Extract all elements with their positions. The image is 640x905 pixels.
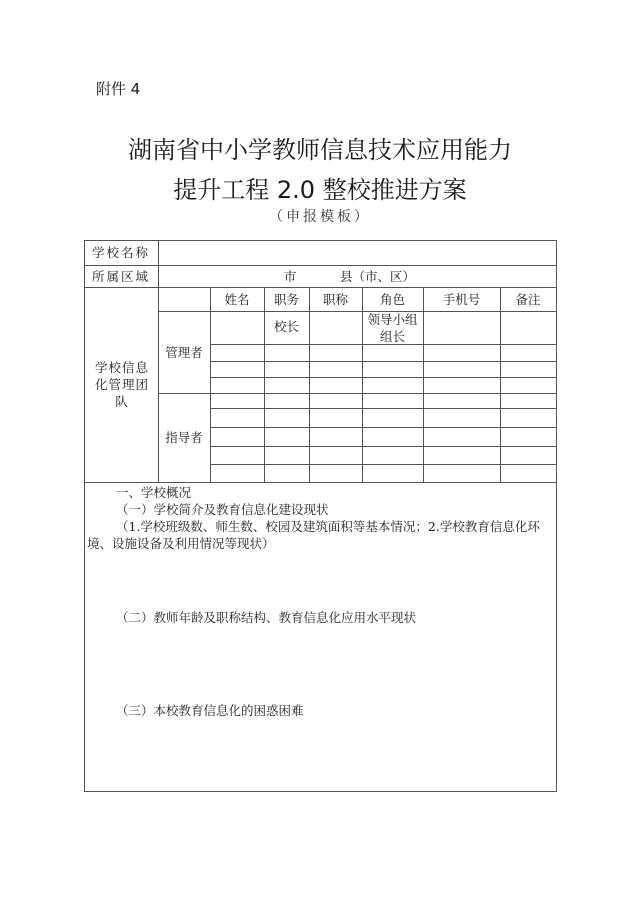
col-header-name: 姓名 [224,291,250,307]
group-label-mentors: 指导者 [165,430,203,445]
col-header-position: 职务 [273,291,299,307]
col-divider [309,287,310,482]
table-border-left [84,240,85,792]
subsection-2: （二）教师年龄及职称结构、教育信息化应用水平现状 [116,610,417,625]
group-label-managers: 管理者 [165,344,203,360]
row-divider [210,446,557,447]
col-divider [362,287,363,482]
col-header-remarks: 备注 [515,291,541,307]
table-border-right [556,240,557,792]
subsection-1-note: （1.学校班级数、师生数、校园及建筑面积等基本情况；2.学校教育信息化环 [116,519,540,534]
col-divider [210,287,211,482]
subsection-3: （三）本校教育信息化的困惑困难 [116,703,304,718]
row-divider [158,311,557,312]
subsection-1-note-cont: 境、设施设备及利用情况等现状） [87,536,275,551]
team-label: 学校信息化管理团队 [94,360,149,409]
school-name-field[interactable] [159,241,556,265]
page-title-line2: 提升工程 2.0 整校推进方案 [173,176,467,204]
col-divider [500,287,501,482]
manager-role-leader: 领导小组组长 [367,311,418,344]
region-label: 所属区域 [91,268,150,284]
attachment-label: 附件 4 [96,80,141,98]
page-title-line1: 湖南省中小学教师信息技术应用能力 [128,136,512,164]
row-divider [210,427,557,428]
region-county-label: 县（市、区） [340,268,416,284]
row-divider [84,482,557,483]
region-city-label: 市 [283,268,297,284]
row-divider [210,361,557,362]
row-divider [210,464,557,465]
table-border-bottom [84,791,557,792]
subsection-1: （一）学校简介及教育信息化建设现状 [116,502,329,517]
row-divider [210,377,557,378]
section-heading: 一、学校概况 [116,485,192,500]
col-divider [423,287,424,482]
col-header-title: 职称 [322,291,348,307]
page-subtitle: （申报模板） [269,209,371,225]
row-divider [210,408,557,409]
school-name-label: 学校名称 [91,245,150,260]
col-header-phone: 手机号 [442,291,481,307]
col-header-role: 角色 [379,291,405,307]
manager-position-principal: 校长 [273,319,299,334]
row-divider [158,393,557,394]
